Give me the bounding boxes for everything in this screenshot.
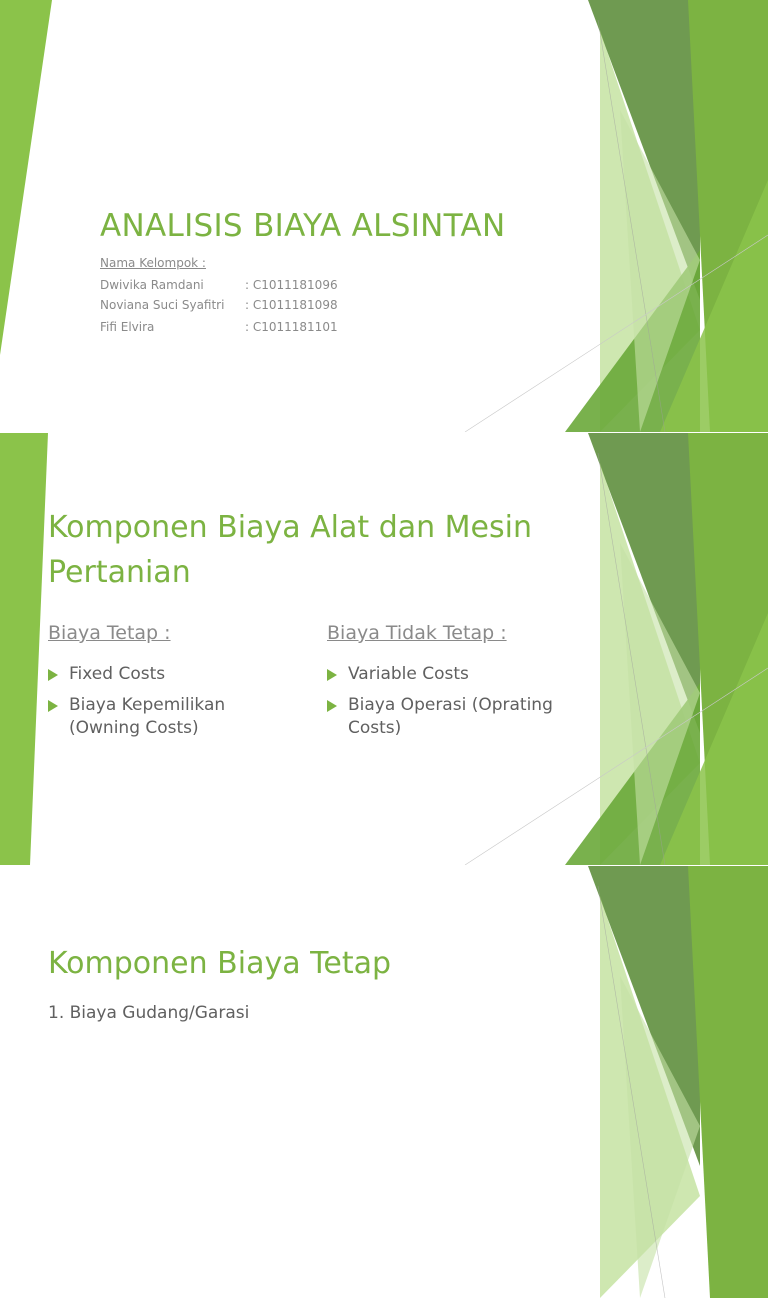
slide-components [0,433,768,865]
list-item-text: Biaya Operasi (Oprating Costs) [348,695,553,738]
variable-cost-list [327,663,567,748]
triangle-right-icon [327,700,337,712]
list-item [48,694,288,740]
member-id: : C1011181101 [245,320,338,334]
list-item-text: Variable Costs [348,664,469,684]
slide-fixed-costs [0,866,768,1298]
group-label: Nama Kelompok : [100,256,206,270]
member-id: : C1011181096 [245,278,338,292]
member-name: Fifi Elvira [100,320,155,334]
member-row [100,320,338,334]
slide-title [0,0,768,432]
list-item [48,663,288,686]
decorative-green-shapes [0,866,768,1298]
list-item: 1. Biaya Gudang/Garasi [48,1003,250,1023]
slide-1-title: ANALISIS BIAYA ALSINTAN [100,208,506,244]
slide-2-title: Komponen Biaya Alat dan Mesin Pertanian [48,510,532,590]
member-name: Dwivika Ramdani [100,278,204,292]
list-item-text: Biaya Kepemilikan (Owning Costs) [69,695,226,738]
triangle-right-icon [48,700,58,712]
triangle-right-icon [48,669,58,681]
member-name: Noviana Suci Syafitri [100,298,225,312]
member-row [100,298,338,312]
decorative-green-shapes [0,433,768,865]
slide-3-title: Komponen Biaya Tetap [48,946,392,981]
list-item-text: Fixed Costs [69,664,166,684]
member-row [100,278,338,292]
member-id: : C1011181098 [245,298,338,312]
variable-cost-heading: Biaya Tidak Tetap : [327,622,507,644]
fixed-cost-list [48,663,288,748]
list-item [327,694,567,740]
fixed-cost-heading: Biaya Tetap : [48,622,171,644]
list-item [327,663,567,686]
triangle-right-icon [327,669,337,681]
